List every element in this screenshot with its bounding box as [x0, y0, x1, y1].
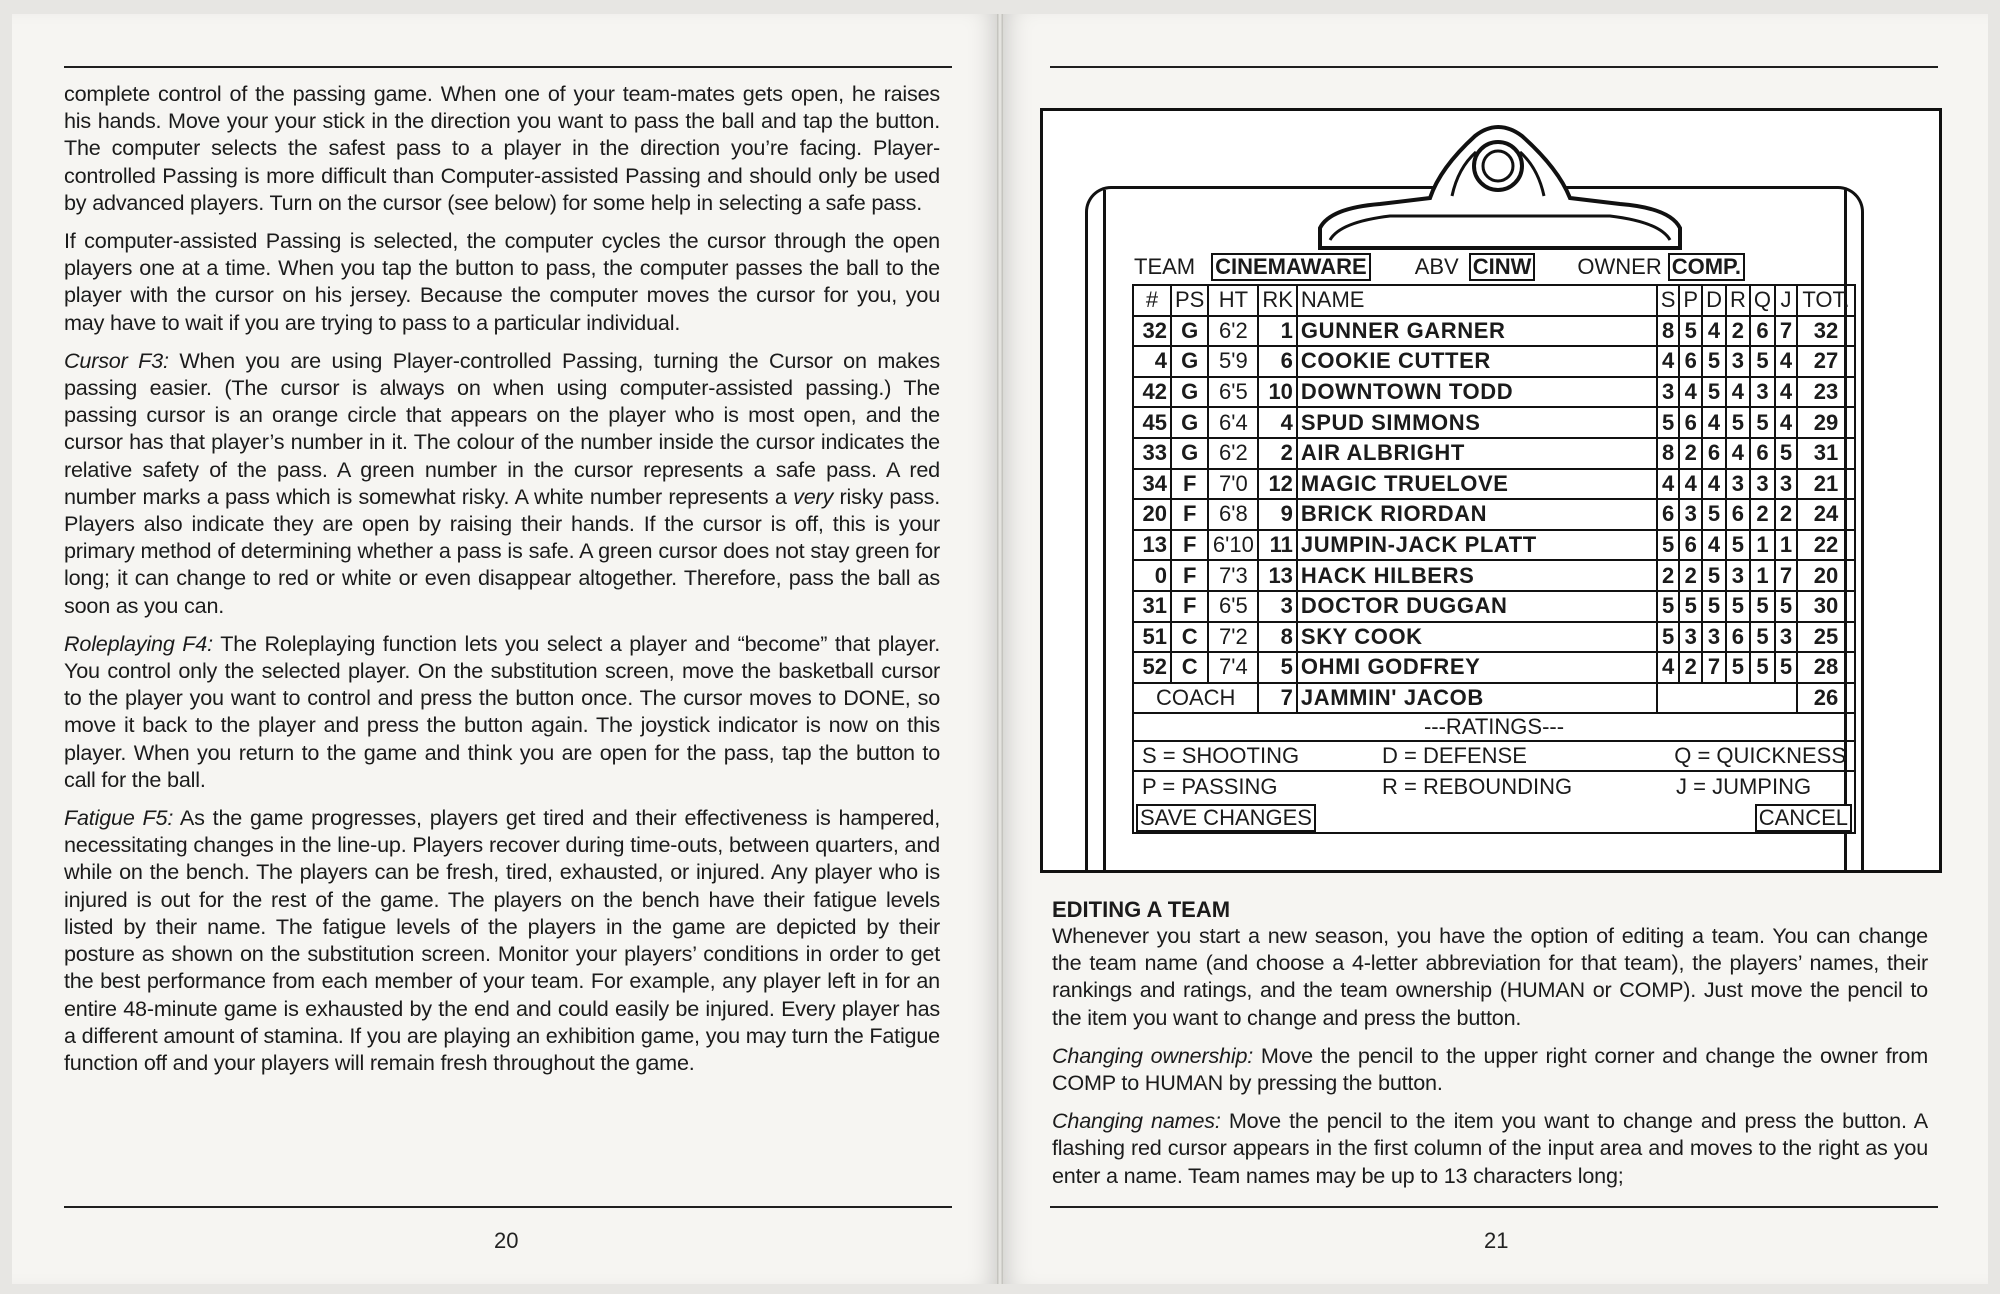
player-position[interactable]: G [1171, 316, 1208, 347]
player-number[interactable]: 32 [1133, 316, 1171, 347]
player-shooting[interactable]: 5 [1657, 591, 1680, 622]
table-row [1133, 622, 1855, 653]
player-number[interactable]: 4 [1133, 346, 1171, 377]
player-height[interactable]: 7'3 [1208, 560, 1258, 591]
player-position[interactable]: C [1171, 652, 1208, 683]
player-defense[interactable]: 4 [1702, 407, 1726, 438]
rating-passing: P = PASSING [1142, 774, 1278, 800]
ratings-title: ---RATINGS--- [1132, 714, 1856, 742]
player-rank[interactable]: 9 [1258, 499, 1297, 530]
player-name[interactable]: MAGIC TRUELOVE [1297, 469, 1657, 500]
player-jumping[interactable]: 4 [1775, 377, 1797, 408]
abv-label: ABV [1414, 254, 1459, 279]
page-number-right: 21 [1484, 1228, 1509, 1253]
roster-body [1133, 316, 1855, 683]
player-name[interactable]: GUNNER GARNER [1297, 316, 1657, 347]
player-rank[interactable]: 3 [1258, 591, 1297, 622]
player-passing[interactable]: 6 [1679, 346, 1702, 377]
player-quickness[interactable]: 2 [1750, 499, 1775, 530]
player-rank[interactable]: 10 [1258, 377, 1297, 408]
player-jumping[interactable]: 2 [1775, 499, 1797, 530]
player-passing[interactable]: 5 [1679, 316, 1702, 347]
editing-team-heading: EDITING A TEAM [1052, 897, 1231, 922]
player-number[interactable]: 42 [1133, 377, 1171, 408]
col-header-d: D [1702, 285, 1726, 316]
player-jumping[interactable]: 1 [1775, 530, 1797, 561]
player-number[interactable]: 13 [1133, 530, 1171, 561]
col-header-height: HT [1208, 285, 1258, 316]
player-jumping[interactable]: 5 [1775, 438, 1797, 469]
player-number[interactable]: 52 [1133, 652, 1171, 683]
coach-rank[interactable]: 7 [1258, 683, 1297, 714]
player-passing[interactable]: 4 [1679, 469, 1702, 500]
table-row [1133, 438, 1855, 469]
coach-name[interactable]: JAMMIN' JACOB [1297, 683, 1657, 714]
paragraph-names: Changing names: Move the pencil to the item you want to change and press the button. A flashing red cursor appears in the first column of the input area and moves to the right as you enter a name. Team names may be up to 13 characters long; [1052, 1108, 1928, 1188]
coach-blank [1657, 683, 1797, 714]
player-defense[interactable]: 4 [1702, 316, 1726, 347]
table-row [1133, 560, 1855, 591]
player-jumping[interactable]: 3 [1775, 622, 1797, 653]
player-rebounding[interactable]: 4 [1726, 377, 1750, 408]
col-header-total: TOT. [1797, 285, 1855, 316]
player-name[interactable]: HACK HILBERS [1297, 560, 1657, 591]
roster-table [1132, 284, 1856, 714]
cursor-title: Cursor F3: [64, 347, 169, 373]
player-height[interactable]: 6'10 [1208, 530, 1258, 561]
player-total: 29 [1797, 407, 1855, 438]
player-shooting[interactable]: 8 [1657, 438, 1680, 469]
col-header-position: PS [1171, 285, 1208, 316]
ratings-line-2 [1132, 772, 1856, 802]
player-rebounding[interactable]: 2 [1726, 316, 1750, 347]
player-shooting[interactable]: 8 [1657, 316, 1680, 347]
player-rank[interactable]: 4 [1258, 407, 1297, 438]
player-name[interactable]: JUMPIN-JACK PLATT [1297, 530, 1657, 561]
player-total: 23 [1797, 377, 1855, 408]
player-quickness[interactable]: 5 [1750, 622, 1775, 653]
player-height[interactable]: 6'8 [1208, 499, 1258, 530]
player-height[interactable]: 7'4 [1208, 652, 1258, 683]
table-row [1133, 469, 1855, 500]
left-top-rule [64, 66, 952, 68]
fatigue-title: Fatigue F5: [64, 805, 174, 831]
cancel-button[interactable]: CANCEL [1755, 804, 1852, 832]
player-passing[interactable]: 6 [1679, 530, 1702, 561]
roster-header-row [1133, 285, 1855, 316]
player-number[interactable]: 0 [1133, 560, 1171, 591]
left-bottom-rule [64, 1206, 952, 1208]
player-position[interactable]: F [1171, 560, 1208, 591]
player-passing[interactable]: 4 [1679, 377, 1702, 408]
player-defense[interactable]: 5 [1702, 560, 1726, 591]
player-quickness[interactable]: 3 [1750, 469, 1775, 500]
player-name[interactable]: COOKIE CUTTER [1297, 346, 1657, 377]
paragraph-fatigue: Fatigue F5: As the game progresses, players get tired and their effectiveness is hampered, necessitating changes in the line-up. Players recover during time-outs, between quarters, and while on the bench. The players can be fresh, tired, exhausted, or injured. Any player who is injured is out for the rest of the game. The players on the bench have their fatigue levels listed by their name. The fatigue levels of the players in the game are depicted by their posture as shown on the substitution screen. Monitor your players’ conditions in order to get the best performance from each member of your team. For example, any player left in for an entire 48-minute game is exhausted by the end and could easily be injured. Every player has a different amount of stamina. If you are playing an exhibition game, you may turn the Fatigue function off and your players will remain fresh throughout the game. [64, 805, 940, 1075]
col-header-name: NAME [1297, 285, 1657, 316]
player-position[interactable]: G [1171, 377, 1208, 408]
paragraph-ownership: Changing ownership: Move the pencil to the upper right corner and change the owner from COMP to HUMAN by pressing the button. [1052, 1042, 1929, 1096]
player-height[interactable]: 7'0 [1208, 469, 1258, 500]
table-row [1133, 316, 1855, 347]
coach-total: 26 [1797, 683, 1855, 714]
player-rebounding[interactable]: 6 [1726, 622, 1750, 653]
player-total: 28 [1797, 652, 1855, 683]
player-defense[interactable]: 4 [1702, 469, 1726, 500]
player-defense[interactable]: 6 [1702, 438, 1726, 469]
player-name[interactable]: DOCTOR DUGGAN [1297, 591, 1657, 622]
player-rebounding[interactable]: 5 [1726, 530, 1750, 561]
button-bar [1132, 802, 1856, 834]
player-number[interactable]: 33 [1133, 438, 1171, 469]
player-quickness[interactable]: 3 [1750, 377, 1775, 408]
player-passing[interactable]: 6 [1679, 407, 1702, 438]
player-rebounding[interactable]: 3 [1726, 469, 1750, 500]
player-name[interactable]: BRICK RIORDAN [1297, 499, 1657, 530]
right-page-text [1052, 922, 1928, 1200]
player-height[interactable]: 6'5 [1208, 591, 1258, 622]
player-name[interactable]: SKY COOK [1297, 622, 1657, 653]
rating-quickness: Q = QUICKNESS [1674, 743, 1846, 769]
paragraph-computer-assisted: If computer-assisted Passing is selected, the computer cycles the cursor through the open players one at a time. When you tap the button to pass, the computer passes the ball to the player with the cursor on his jersey. Because the computer moves the cursor for you, you may have to wait if you are trying to pass to a particular individual. [64, 228, 940, 335]
player-height[interactable]: 6'2 [1208, 316, 1258, 347]
team-label: TEAM [1134, 254, 1196, 279]
ownership-title: Changing ownership: [1052, 1042, 1254, 1068]
player-rebounding[interactable]: 3 [1726, 560, 1750, 591]
player-total: 20 [1797, 560, 1855, 591]
paragraph-passing: complete control of the passing game. When one of your team-mates gets open, he raises his hands. Move your your stick in the direction you want to pass the ball and tap the button. The computer selects the safest pass to a player in the direction you’re facing. Player-controlled Passing is more difficult than Computer-assisted Passing and should only be used by advanced players. Turn on the cursor (see below) for some help in selecting a safe pass. [64, 81, 940, 215]
player-passing[interactable]: 3 [1679, 499, 1702, 530]
player-quickness[interactable]: 5 [1750, 346, 1775, 377]
player-total: 25 [1797, 622, 1855, 653]
player-jumping[interactable]: 4 [1775, 346, 1797, 377]
player-quickness[interactable]: 1 [1750, 530, 1775, 561]
table-row [1133, 377, 1855, 408]
paragraph-roleplaying: Roleplaying F4: The Roleplaying function lets you select a player and “become” that player. You control only the selected player. On the substitution screen, move the basketball cursor to the player you want to control and press the button once. The cursor moves to DONE, so move it back to the player and press the button again. The joystick indicator is now on this player. When you return to the game and think you are open for the pass, tap the button to call for the ball. [64, 630, 940, 792]
player-position[interactable]: G [1171, 346, 1208, 377]
player-defense[interactable]: 5 [1702, 591, 1726, 622]
player-number[interactable]: 45 [1133, 407, 1171, 438]
player-rank[interactable]: 13 [1258, 560, 1297, 591]
table-row [1133, 591, 1855, 622]
player-defense[interactable]: 5 [1702, 377, 1726, 408]
player-defense[interactable]: 5 [1702, 499, 1726, 530]
player-jumping[interactable]: 5 [1775, 652, 1797, 683]
right-bottom-rule [1050, 1206, 1938, 1208]
player-defense[interactable]: 5 [1702, 346, 1726, 377]
player-shooting[interactable]: 6 [1657, 499, 1680, 530]
player-defense[interactable]: 3 [1702, 622, 1726, 653]
player-jumping[interactable]: 4 [1775, 407, 1797, 438]
player-name[interactable]: OHMI GODFREY [1297, 652, 1657, 683]
player-jumping[interactable]: 7 [1775, 560, 1797, 591]
player-rank[interactable]: 6 [1258, 346, 1297, 377]
abv-field[interactable]: CINW [1469, 253, 1536, 281]
player-rank[interactable]: 5 [1258, 652, 1297, 683]
player-position[interactable]: F [1171, 469, 1208, 500]
player-passing[interactable]: 2 [1679, 652, 1702, 683]
ratings-legend [1132, 714, 1856, 834]
player-position[interactable]: G [1171, 438, 1208, 469]
clipboard-clip-icon [1300, 108, 1700, 258]
team-header-row [1132, 250, 1856, 284]
player-shooting[interactable]: 4 [1657, 469, 1680, 500]
player-rank[interactable]: 11 [1258, 530, 1297, 561]
player-jumping[interactable]: 7 [1775, 316, 1797, 347]
player-rebounding[interactable]: 3 [1726, 346, 1750, 377]
player-height[interactable]: 6'4 [1208, 407, 1258, 438]
player-rebounding[interactable]: 5 [1726, 591, 1750, 622]
player-shooting[interactable]: 5 [1657, 530, 1680, 561]
player-rank[interactable]: 8 [1258, 622, 1297, 653]
player-rank[interactable]: 1 [1258, 316, 1297, 347]
coach-row [1133, 683, 1855, 714]
rating-jumping: J = JUMPING [1676, 774, 1812, 800]
col-header-r: R [1726, 285, 1750, 316]
table-row [1133, 407, 1855, 438]
table-row [1133, 652, 1855, 683]
paragraph-cursor: Cursor F3: When you are using Player-controlled Passing, turning the Cursor on makes passing easier. (The cursor is always on when using computer-assisted passing.) The passing cursor is an orange circle that appears on the player who is most open, and the cursor has that player’s number in it. The colour of the number inside the cursor indicates the relative safety of the pass. A green number in the cursor represents a safe pass. A red number marks a pass which is somewhat risky. A white number represents a very risky pass. Players also indicate they are open by raising their hands. If the cursor is off, this is your primary method of determining whether a pass is safe. A green cursor does not stay green for long; it can change to red or white or even disappear altogether. Therefore, pass the ball as soon as you can. [64, 347, 940, 618]
player-total: 21 [1797, 469, 1855, 500]
player-total: 31 [1797, 438, 1855, 469]
player-position[interactable]: F [1171, 591, 1208, 622]
table-row [1133, 499, 1855, 530]
player-height[interactable]: 6'5 [1208, 377, 1258, 408]
col-header-number: # [1133, 285, 1171, 316]
player-quickness[interactable]: 6 [1750, 438, 1775, 469]
owner-field[interactable]: COMP. [1668, 253, 1745, 281]
page-number-left: 20 [494, 1228, 519, 1253]
coach-label: COACH [1133, 683, 1258, 714]
player-height[interactable]: 7'2 [1208, 622, 1258, 653]
player-shooting[interactable]: 4 [1657, 652, 1680, 683]
team-editor-sheet [1132, 250, 1856, 834]
player-position[interactable]: F [1171, 499, 1208, 530]
table-row [1133, 530, 1855, 561]
owner-label: OWNER [1577, 254, 1662, 279]
player-rank[interactable]: 12 [1258, 469, 1297, 500]
names-title: Changing names: [1052, 1108, 1221, 1134]
player-jumping[interactable]: 3 [1775, 469, 1797, 500]
player-quickness[interactable]: 5 [1750, 591, 1775, 622]
col-header-j: J [1775, 285, 1797, 316]
player-passing[interactable]: 2 [1679, 438, 1702, 469]
player-shooting[interactable]: 4 [1657, 346, 1680, 377]
player-rank[interactable]: 2 [1258, 438, 1297, 469]
player-position[interactable]: F [1171, 530, 1208, 561]
player-rebounding[interactable]: 5 [1726, 407, 1750, 438]
right-top-rule [1050, 66, 1938, 68]
player-quickness[interactable]: 5 [1750, 652, 1775, 683]
col-header-rank: RK [1258, 285, 1297, 316]
player-passing[interactable]: 3 [1679, 622, 1702, 653]
player-quickness[interactable]: 5 [1750, 407, 1775, 438]
player-quickness[interactable]: 6 [1750, 316, 1775, 347]
player-total: 30 [1797, 591, 1855, 622]
player-height[interactable]: 5'9 [1208, 346, 1258, 377]
left-page-text [64, 80, 940, 1087]
col-header-s: S [1657, 285, 1680, 316]
player-name[interactable]: AIR ALBRIGHT [1297, 438, 1657, 469]
player-rebounding[interactable]: 5 [1726, 652, 1750, 683]
player-jumping[interactable]: 5 [1775, 591, 1797, 622]
rating-defense: D = DEFENSE [1382, 743, 1527, 769]
player-shooting[interactable]: 5 [1657, 407, 1680, 438]
player-name[interactable]: DOWNTOWN TODD [1297, 377, 1657, 408]
player-passing[interactable]: 2 [1679, 560, 1702, 591]
player-number[interactable]: 51 [1133, 622, 1171, 653]
team-name-field[interactable]: CINEMAWARE [1211, 253, 1371, 281]
player-number[interactable]: 20 [1133, 499, 1171, 530]
player-shooting[interactable]: 2 [1657, 560, 1680, 591]
player-shooting[interactable]: 3 [1657, 377, 1680, 408]
player-shooting[interactable]: 5 [1657, 622, 1680, 653]
col-header-q: Q [1750, 285, 1775, 316]
player-passing[interactable]: 5 [1679, 591, 1702, 622]
player-total: 32 [1797, 316, 1855, 347]
book-gutter [997, 14, 1003, 1284]
save-changes-button[interactable]: SAVE CHANGES [1136, 804, 1316, 832]
rating-rebounding: R = REBOUNDING [1382, 774, 1573, 800]
player-quickness[interactable]: 1 [1750, 560, 1775, 591]
player-name[interactable]: SPUD SIMMONS [1297, 407, 1657, 438]
player-height[interactable]: 6'2 [1208, 438, 1258, 469]
player-number[interactable]: 31 [1133, 591, 1171, 622]
player-position[interactable]: G [1171, 407, 1208, 438]
col-header-p: P [1679, 285, 1702, 316]
table-row [1133, 346, 1855, 377]
player-total: 22 [1797, 530, 1855, 561]
player-total: 24 [1797, 499, 1855, 530]
player-position[interactable]: C [1171, 622, 1208, 653]
player-number[interactable]: 34 [1133, 469, 1171, 500]
player-rebounding[interactable]: 6 [1726, 499, 1750, 530]
player-rebounding[interactable]: 4 [1726, 438, 1750, 469]
roleplaying-title: Roleplaying F4: [64, 630, 213, 656]
player-defense[interactable]: 7 [1702, 652, 1726, 683]
player-defense[interactable]: 4 [1702, 530, 1726, 561]
player-total: 27 [1797, 346, 1855, 377]
rating-shooting: S = SHOOTING [1142, 743, 1300, 769]
ratings-line-1 [1132, 742, 1856, 772]
paragraph-editing-intro: Whenever you start a new season, you have the option of editing a team. You can change the team name (and choose a 4-letter abbreviation for that team), the players’ names, their rankings and ratings, and the team ownership (HUMAN or COMP). Just move the pencil to the item you want to change and press the button. [1052, 923, 1928, 1030]
